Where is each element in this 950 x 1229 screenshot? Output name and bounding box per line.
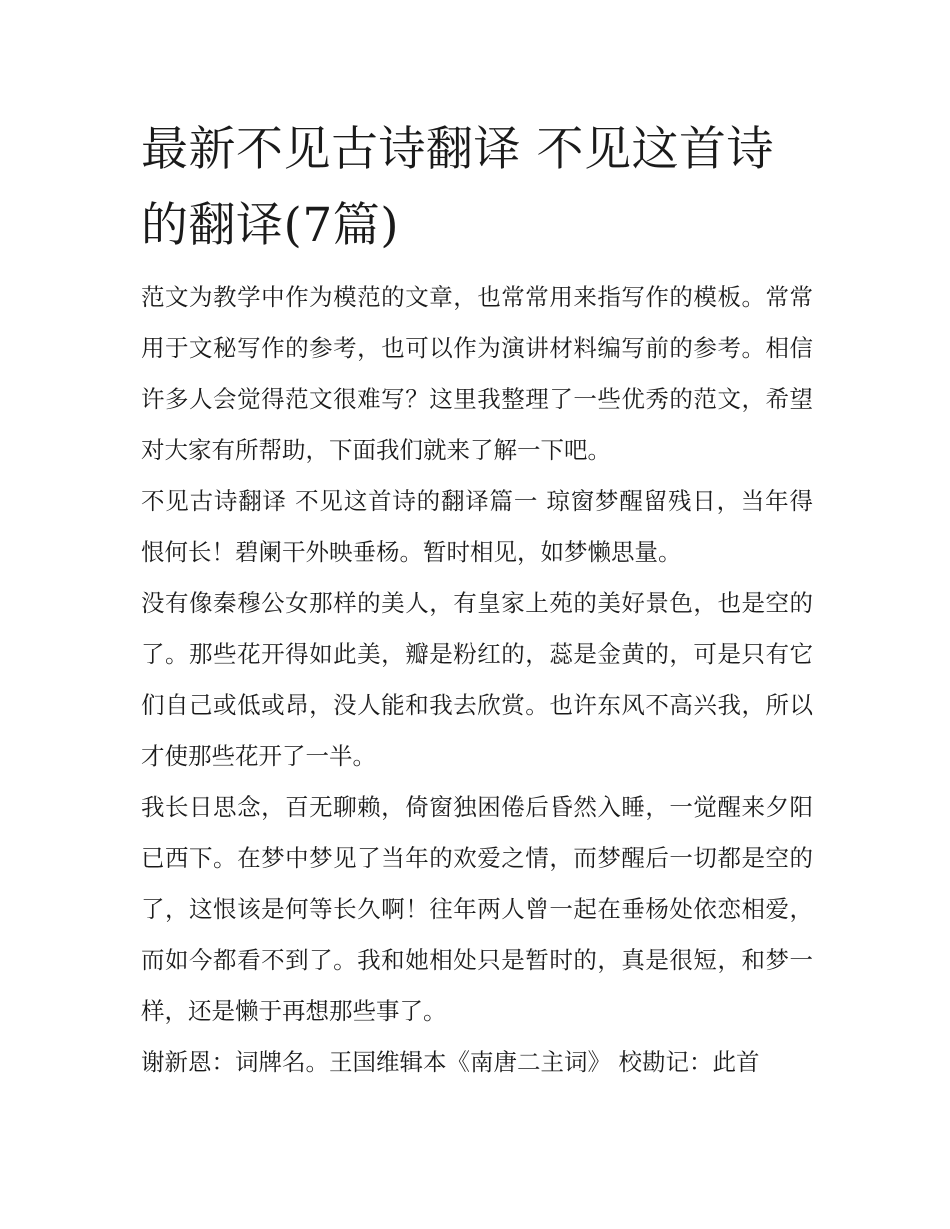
document-title: 最新不见古诗翻译 不见这首诗的翻译(7篇) <box>141 122 774 253</box>
paragraph-intro: 范文为教学中作为模范的文章，也常常用来指写作的模板。常常用于文秘写作的参考，也可以作为演讲材料编写前的参考。相信许多人会觉得范文很难写？这里我整理了一些优秀的范文，希望对大家有所帮助，下面我们就来了解一下吧。 <box>141 283 813 464</box>
document-body <box>141 112 813 1088</box>
paragraph-translation-1: 没有像秦穆公女那样的美人，有皇家上苑的美好景色，也是空的了。那些花开得如此美，瓣是粉红的，蕊是金黄的，可是只有它们自己或低或昂，没人能和我去欣赏。也许东风不高兴我，所以才使那些花开了一半。 <box>141 589 813 770</box>
paragraph-poem: 不见古诗翻译 不见这首诗的翻译篇一 琼窗梦醒留残日，当年得恨何长！碧阑干外映垂杨。暂时相见，如梦懒思量。 <box>141 487 813 566</box>
paragraph-translation-2: 我长日思念，百无聊赖，倚窗独困倦后昏然入睡，一觉醒来夕阳已西下。在梦中梦见了当年的欢爱之情，而梦醒后一切都是空的了，这恨该是何等长久啊！往年两人曾一起在垂杨处依恋相爱，而如今都看不到了。我和她相处只是暂时的，真是很短，和梦一样，还是懒于再想那些事了。 <box>141 793 813 1025</box>
paragraph-notes: 谢新恩：词牌名。王国维辑本《南唐二主词》 校勘记：此首 <box>141 1048 760 1076</box>
